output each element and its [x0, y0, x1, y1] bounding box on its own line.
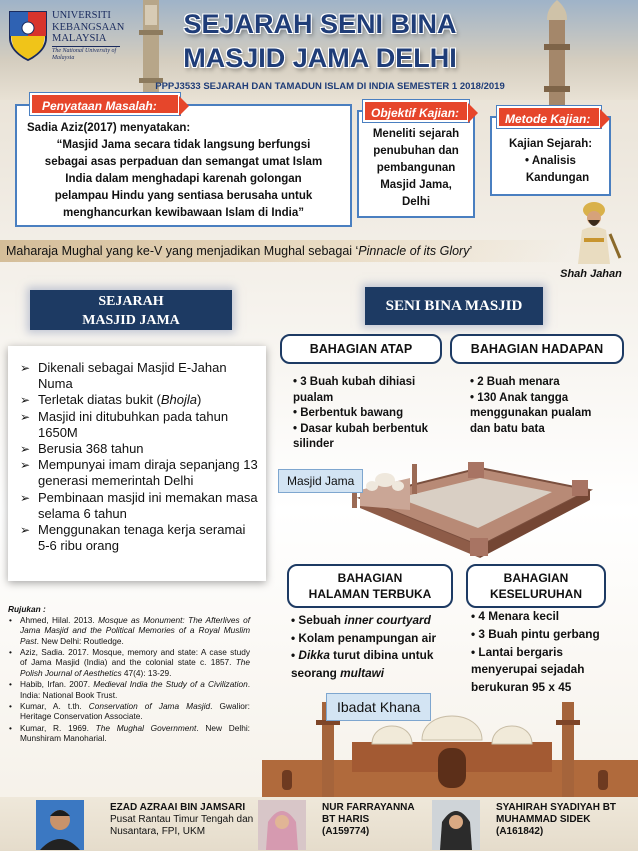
- metode-line: Kandungan: [525, 172, 590, 184]
- masjid-jama-tag: Masjid Jama: [278, 469, 363, 493]
- rujukan-list: [8, 615, 250, 744]
- sejarah-list-item: ➢ Mempunyai imam diraja sepanjang 13 generasi memerintah Delhi: [20, 457, 258, 489]
- poster-title-line2: MASJID JAMA DELHI: [183, 43, 457, 73]
- rujukan-item: • Kumar, R. 1969. The Mughal Government. New Delhi: Munshiram Manoharial.: [8, 723, 250, 744]
- sejarah-list-item: ➢ Berusia 368 tahun: [20, 441, 258, 457]
- objektif-line: Delhi: [401, 196, 431, 208]
- poster-title-line1: SEJARAH SENI BINA: [183, 9, 457, 39]
- masjid-jama-aerial-image: [340, 450, 600, 560]
- metode-line: • Analisis: [525, 155, 576, 167]
- seni-bina-heading: SENI BINA MASJID: [365, 287, 543, 325]
- ukm-crest-icon: [6, 8, 50, 62]
- sejarah-list-item: ➢ Terletak diatas bukit (Bhojla): [20, 392, 258, 408]
- author-ezad-name: EZAD AZRAAI BIN JAMSARI Pusat Rantau Timur Tengah dan Nusantara, FPI, UKM: [110, 802, 254, 837]
- bahagian-hadapan-label: BAHAGIAN HADAPAN: [450, 334, 624, 364]
- penyataan-line: sebagai asas perpaduan dan semangat umat Islam: [44, 156, 323, 168]
- objektif-line: Meneliti sejarah: [372, 128, 460, 140]
- rujukan-section: [8, 604, 250, 744]
- bahagian-keseluruhan-label: BAHAGIAN KESELURUHAN: [466, 564, 606, 608]
- ukm-logo: [6, 8, 128, 64]
- objektif-line: Masjid Jama,: [380, 179, 452, 191]
- shah-jahan-portrait: [566, 198, 622, 264]
- rujukan-item: • Aziz, Sadia. 2017. Mosque, memory and state: A case study of Jama Masjid (India) and the colonial state c. 1857. The Polish Journal of Aesthetics 47(4): 13-29.: [8, 647, 250, 679]
- bahagian-hadapan-list: • 2 Buah menara • 130 Anak tangga menggunakan pualam dan batu bata: [470, 376, 592, 435]
- rujukan-heading: Rujukan :: [8, 604, 46, 614]
- penyataan-line: Sadia Aziz(2017) menyatakan:: [27, 122, 191, 134]
- metode-line: Kajian Sejarah:: [508, 138, 593, 150]
- maharaja-banner: Maharaja Mughal yang ke-V yang menjadikan Mughal sebagai ‘Pinnacle of its Glory’: [0, 240, 570, 262]
- ibadat-khana-tag: Ibadat Khana: [326, 693, 431, 721]
- metode-kajian-label: Metode Kajian:: [497, 106, 601, 128]
- bahagian-atap-list: • 3 Buah kubah dihiasi pualam • Berbentuk bawang • Dasar kubah berbentuk silinder: [293, 376, 429, 450]
- university-tagline: The National University of Malaysia: [52, 46, 120, 62]
- sejarah-list-item: ➢ Menggunakan tenaga kerja seramai 5-6 ribu orang: [20, 522, 258, 554]
- penyataan-masalah-box: [15, 104, 352, 227]
- rujukan-item: • Kumar, A. t.th. Conservation of Jama Masjid. Gwalior: Heritage Conservation Associate.: [8, 701, 250, 722]
- sejarah-list-item: ➢ Masjid ini ditubuhkan pada tahun 1650M: [20, 409, 258, 441]
- rujukan-item: • Habib, Irfan. 2007. Medieval India the Study of a Civilization. India: National Book Trust.: [8, 679, 250, 700]
- author-syahirah-name: SYAHIRAH SYADIYAH BT MUHAMMAD SIDEK (A161842): [496, 802, 617, 837]
- university-name: UNIVERSITI KEBANGSAAN MALAYSIA: [52, 10, 125, 44]
- sejarah-list-card: [8, 346, 266, 581]
- author-photo-syahirah: [432, 800, 480, 850]
- author-photo-nur: [258, 800, 306, 850]
- sejarah-list-item: ➢ Dikenali sebagai Masjid E-Jahan Numa: [20, 360, 258, 392]
- penyataan-line: India dalam menghadapi karenah golongan: [65, 173, 302, 185]
- penyataan-line: menghancurkan kewibawaan Islam di India”: [63, 207, 304, 219]
- objektif-line: penubuhan dan: [373, 145, 459, 157]
- penyataan-line: “Masjid Jama secara tidak langsung berfungsi: [56, 139, 311, 151]
- bahagian-keseluruhan-list: • 4 Menara kecil • 3 Buah pintu gerbang • Lantai bergaris menyerupai sejadah berukuran 95 x 45: [471, 609, 600, 695]
- minaret-right-image: [534, 0, 580, 120]
- rujukan-item: • Ahmed, Hilal. 2013. Mosque as Monument: The Afterlives of Jama Masjid and the Political Memories of a Royal Muslim Past. New Delhi: Routledge.: [8, 615, 250, 647]
- bahagian-atap-label: BAHAGIAN ATAP: [280, 334, 442, 364]
- sejarah-list-item: ➢ Pembinaan masjid ini memakan masa selama 6 tahun: [20, 490, 258, 522]
- shah-jahan-caption: Shah Jahan: [560, 268, 622, 280]
- bahagian-halaman-label: BAHAGIAN HALAMAN TERBUKA: [287, 564, 453, 608]
- bahagian-halaman-list: • Sebuah inner courtyard • Kolam penampungan air • Dikka turut dibina untuk seorang multawi: [291, 613, 437, 680]
- sejarah-list: [20, 360, 258, 554]
- mosque-skyline-image: [262, 690, 638, 800]
- author-nur-name: NUR FARRAYANNA BT HARIS (A159774): [322, 802, 415, 837]
- author-photo-ezad: [36, 800, 84, 850]
- penyataan-line: pelampau Hindu yang sentiasa berusaha untuk: [54, 190, 313, 202]
- penyataan-masalah-label: Penyataan Masalah:: [30, 93, 180, 115]
- objektif-line: pembangunan: [376, 162, 456, 174]
- course-subtitle: PPPJ3533 SEJARAH DAN TAMADUN ISLAM DI INDIA SEMESTER 1 2018/2019: [155, 81, 505, 92]
- objektif-kajian-label: Objektif Kajian:: [363, 100, 469, 122]
- sejarah-heading: SEJARAH MASJID JAMA: [30, 290, 232, 330]
- objektif-kajian-box: [357, 110, 475, 218]
